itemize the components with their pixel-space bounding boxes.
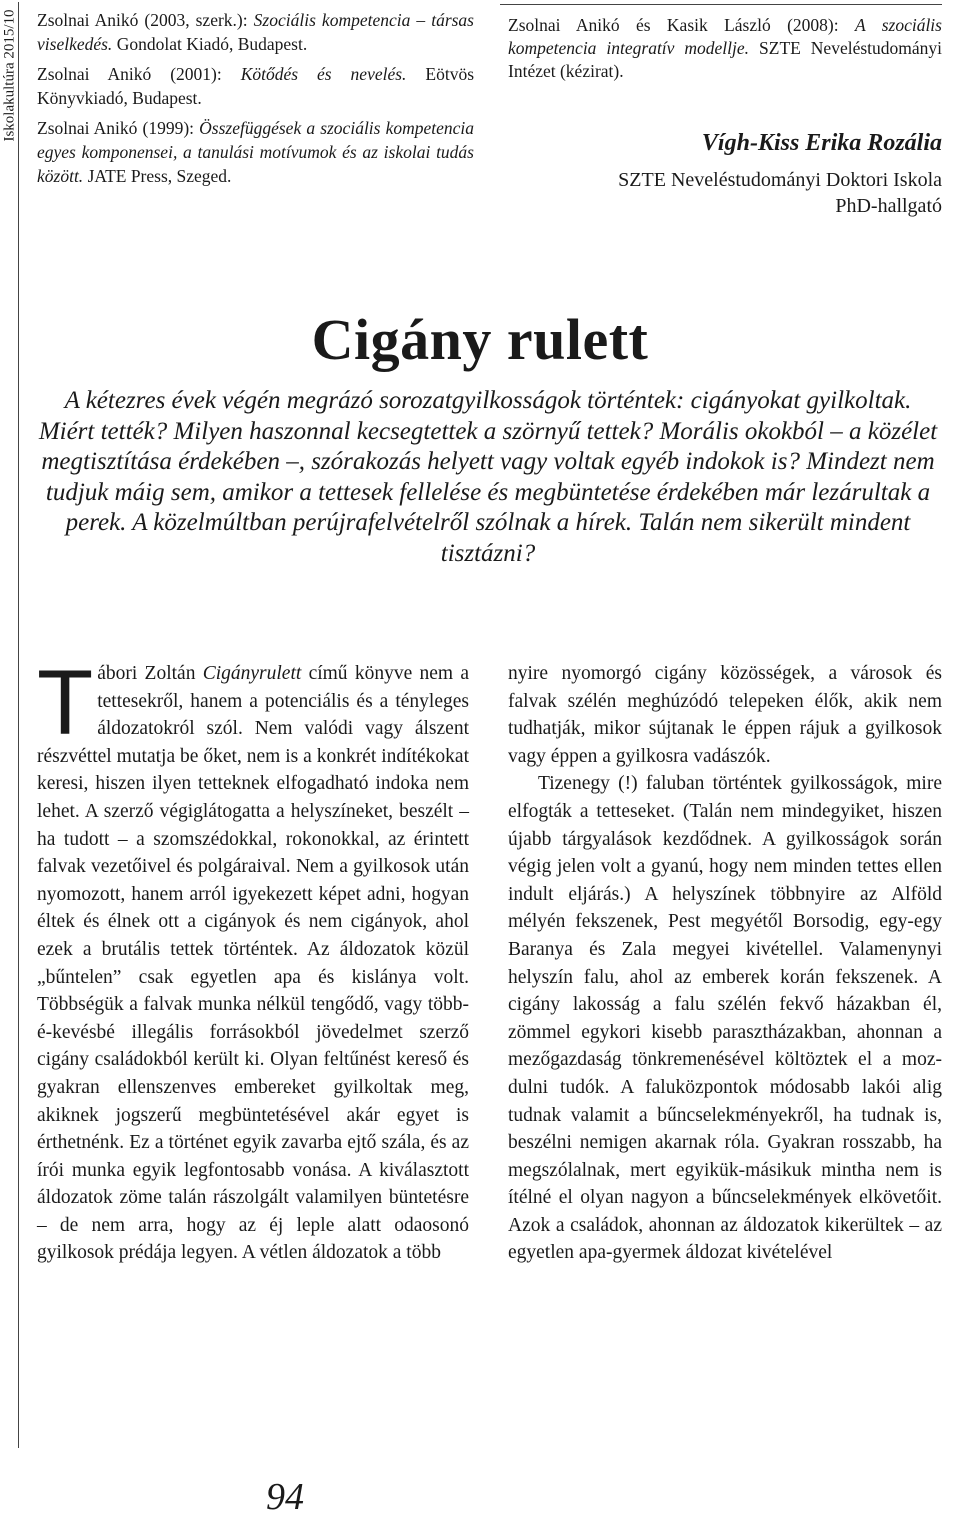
author-name: Vígh-Kiss Erika Rozália: [701, 130, 942, 156]
body-paragraph: nyire nyomorgó cigány közösségek, a városok és falvak szélén meghúzódó telepeken élők, akik nem tudhatják, mikor sújtanak le éppen rájuk a gyilkosok vagy éppen a gyilkosra vadászók.: [508, 663, 942, 767]
book-title: Cigányrulett: [202, 663, 302, 684]
drop-cap: T: [37, 652, 94, 754]
references-left: [37, 8, 474, 194]
article-title: Cigány rulett: [311, 307, 649, 372]
reference-item: Zsolnai Anikó (1999): Összefüggések a szociális kompetencia egyes komponensei, a tanulási motívumok és az iskolai tudás között. JATE Press, Szeged.: [37, 118, 475, 186]
body-paragraph: Tizenegy (!) faluban történtek gyilkosságok, mire elfogták a tetteseket. (Talán nem mindegyiket, hiszen újabb tárgyalások kezdődnek. A gyilkosságok során végig jelen volt a gyanú, hogy nem minden tettes ellen indult eljárás.) A helyszínek többnyire az Alföld mélyén fekszenek, Pest megyétől Borsodig, egy-egy Baranya és Zala megyei kivétellel. Valamenynyi helyszín falu, ahol az emberek korán fekszenek. A cigány lakosság a falu szélén fekvő házakban él, zömmel egykori kisebb parasztházakban, ahonnan a mezőgazdaság tönkremenésével költöztek el a mozdulni tudók. A faluközpontok módosabb lakói alig tudnak valamit a bűncselekményekről, ha tudnak is, beszélni nemigen akarnak róla. Gyakran rosszabb, ha megszólalnak, mert egyikük-másikuk mintha nem is ítélné el olyan nagyon a bűncselekmények elkövetőit. Azok a családok, ahonnan az áldozatok kikerültek – az egyetlen apa-gyermek áldozat kivételével: [508, 773, 942, 1264]
vertical-rule-body: [18, 628, 19, 1448]
reference-item: Zsolnai Anikó (2001): Kötődés és nevelés. Eötvös Könyvkiadó, Budapest.: [37, 64, 475, 108]
journal-sidebar-label: [0, 0, 20, 150]
reference-item: Zsolnai Anikó (2003, szerk.): Szociális kompetencia – társas viselkedés. Gondolat Kiadó, Budapest.: [37, 10, 474, 54]
article-lead: A kétezres évek végén megrázó sorozatgyilkosságok történtek: cigányokat gyilkoltak. Miért tették? Milyen haszonnal kecsegtettek a szörnyű tettek? Morális okokból – a közélet megtisztítása érdekében –, szórakozás helyett vagy voltak egyéb indokok is? Mindezt nem tudjuk máig sem, amikor a tettesek fellelése és megbüntetése érdekében már lezárultak a perek. A közelmúltban perújrafelvételről szólnak a hírek. Talán nem sikerült mindent tisztázni?: [38, 387, 938, 567]
page-number: 94: [266, 1476, 304, 1518]
body-paragraph: Tábori Zoltán Cigányrulett című könyve nem a tettesekről, hanem a potenciális és a tényleges áldozatokról szól. Nem valódi vagy álszent részvéttel mutatja be őket, nem is a konkrét indítékokat keresi, hiszen ilyen tetteknek elfogadható indoka nem lehet. A szerző végiglátogatta a helyszíneket, beszélt – ha tudott – a szomszédokkal, rokonokkal, az érintett falvak vezetőivel és polgáraival. Nem a gyilkosok után nyomozott, hanem arról igyekezett képet adni, hogyan éltek és élnek ott a cigányok és nem cigányok, ahol ezek a brutális tettek történtek. Az áldozatok közül „bűntelen” csak egyetlen apa és kislánya volt. Többségük a falvak munka nélkül tengődő, vagy többé-kevésbé illegális forrásokból jövedelmet szerző cigány családokból került ki. Olyan feltűnést kereső és gyakran ellenszenves embereket gyilkoltak meg, akiknek jogszerű megbüntetésével akár egyet is érthetnénk. Ez a történet egyik zavarba ejtő szála, és az írói munka egyik legfontosabb vonása. A kiválasztott áldozatok zöme talán rászolgált valamilyen büntetésre – de nem arra, hogy az éj leple alatt odaosonó gyilkosok prédája legyen. A vétlen áldozatok a több: [37, 652, 470, 1264]
author-institution: SZTE Neveléstudományi Doktori Iskola: [618, 169, 942, 191]
journal-issue: Iskolakultúra 2015/10: [1, 8, 18, 142]
top-rule: [500, 4, 942, 5]
author-affiliation: [500, 167, 942, 219]
references-right: Zsolnai Anikó és Kasik László (2008): A szociális kompetencia integratív modellje. SZTE Neveléstudományi Intézet (kézirat).: [508, 15, 942, 81]
body-column-left: [37, 652, 470, 1267]
body-column-right: [508, 660, 942, 1267]
author-role: PhD-hallgató: [835, 195, 942, 217]
